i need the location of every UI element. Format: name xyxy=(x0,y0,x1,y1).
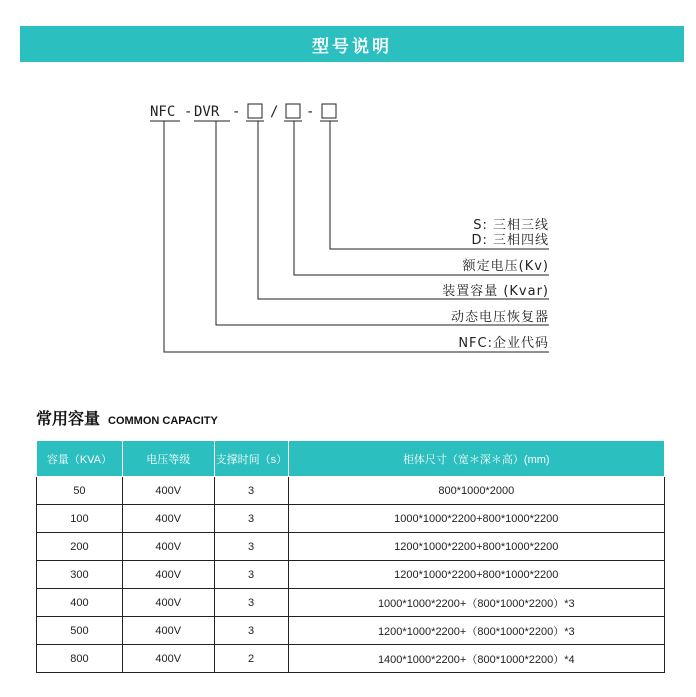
cell-time: 3 xyxy=(214,589,288,617)
table-row xyxy=(37,505,665,533)
desc-product: 动态电压恢复器 xyxy=(450,310,549,325)
cell-time: 3 xyxy=(214,617,288,645)
code-sep3: - xyxy=(306,104,315,120)
cell-time: 3 xyxy=(214,533,288,561)
cell-time: 2 xyxy=(214,645,288,673)
header-cabinet-size: 柜体尺寸（宽＊深＊高）(mm) xyxy=(288,441,664,477)
cell-size: 1400*1000*2200+（800*1000*2200）*4 xyxy=(288,645,664,673)
code-slash: / xyxy=(270,104,279,120)
code-prefix: NFC xyxy=(150,104,176,120)
table-row xyxy=(37,645,665,673)
cell-capacity: 50 xyxy=(37,477,123,505)
cell-voltage: 400V xyxy=(122,533,214,561)
cell-voltage: 400V xyxy=(122,505,214,533)
cell-voltage: 400V xyxy=(122,645,214,673)
code-box-capacity xyxy=(248,104,262,118)
cell-capacity: 400 xyxy=(37,589,123,617)
section-title-en: COMMON CAPACITY xyxy=(108,415,218,427)
table-row xyxy=(37,477,665,505)
table-row xyxy=(37,617,665,645)
banner-title: 型号说明 xyxy=(312,36,392,57)
table-row xyxy=(37,589,665,617)
cell-size: 1200*1000*2200+800*1000*2200 xyxy=(288,561,664,589)
desc-voltage: 额定电压(Kv) xyxy=(462,259,549,274)
cell-size: 800*1000*2000 xyxy=(288,477,664,505)
table-row xyxy=(37,561,665,589)
code-product: DVR xyxy=(194,104,220,120)
cell-voltage: 400V xyxy=(122,477,214,505)
code-box-voltage xyxy=(286,104,300,118)
cell-size: 1200*1000*2200+（800*1000*2200）*3 xyxy=(288,617,664,645)
code-box-wiring xyxy=(322,104,336,118)
desc-capacity: 装置容量 (Kvar) xyxy=(442,284,549,299)
table-header-row xyxy=(37,441,665,477)
cell-capacity: 200 xyxy=(37,533,123,561)
cell-time: 3 xyxy=(214,505,288,533)
code-sep1: - xyxy=(184,104,193,120)
cell-voltage: 400V xyxy=(122,589,214,617)
cell-capacity: 500 xyxy=(37,617,123,645)
cell-size: 1200*1000*2200+800*1000*2200 xyxy=(288,533,664,561)
capacity-table xyxy=(36,440,665,673)
desc-wiring-d: D: 三相四线 xyxy=(471,233,549,248)
code-sep2: - xyxy=(232,104,241,120)
cell-capacity: 100 xyxy=(37,505,123,533)
desc-company: NFC:企业代码 xyxy=(458,336,549,351)
cell-time: 3 xyxy=(214,477,288,505)
desc-wiring-s: S: 三相三线 xyxy=(473,218,549,233)
header-voltage: 电压等级 xyxy=(122,441,214,477)
table-row xyxy=(37,533,665,561)
cell-voltage: 400V xyxy=(122,617,214,645)
header-capacity: 容量（KVA） xyxy=(37,441,123,477)
cell-voltage: 400V xyxy=(122,561,214,589)
cell-capacity: 300 xyxy=(37,561,123,589)
cell-size: 1000*1000*2200+（800*1000*2200）*3 xyxy=(288,589,664,617)
header-support-time: 支撑时间（s） xyxy=(214,441,288,477)
section-heading xyxy=(36,406,218,429)
cell-capacity: 800 xyxy=(37,645,123,673)
section-title-zh: 常用容量 xyxy=(36,409,101,428)
cell-size: 1000*1000*2200+800*1000*2200 xyxy=(288,505,664,533)
cell-time: 3 xyxy=(214,561,288,589)
